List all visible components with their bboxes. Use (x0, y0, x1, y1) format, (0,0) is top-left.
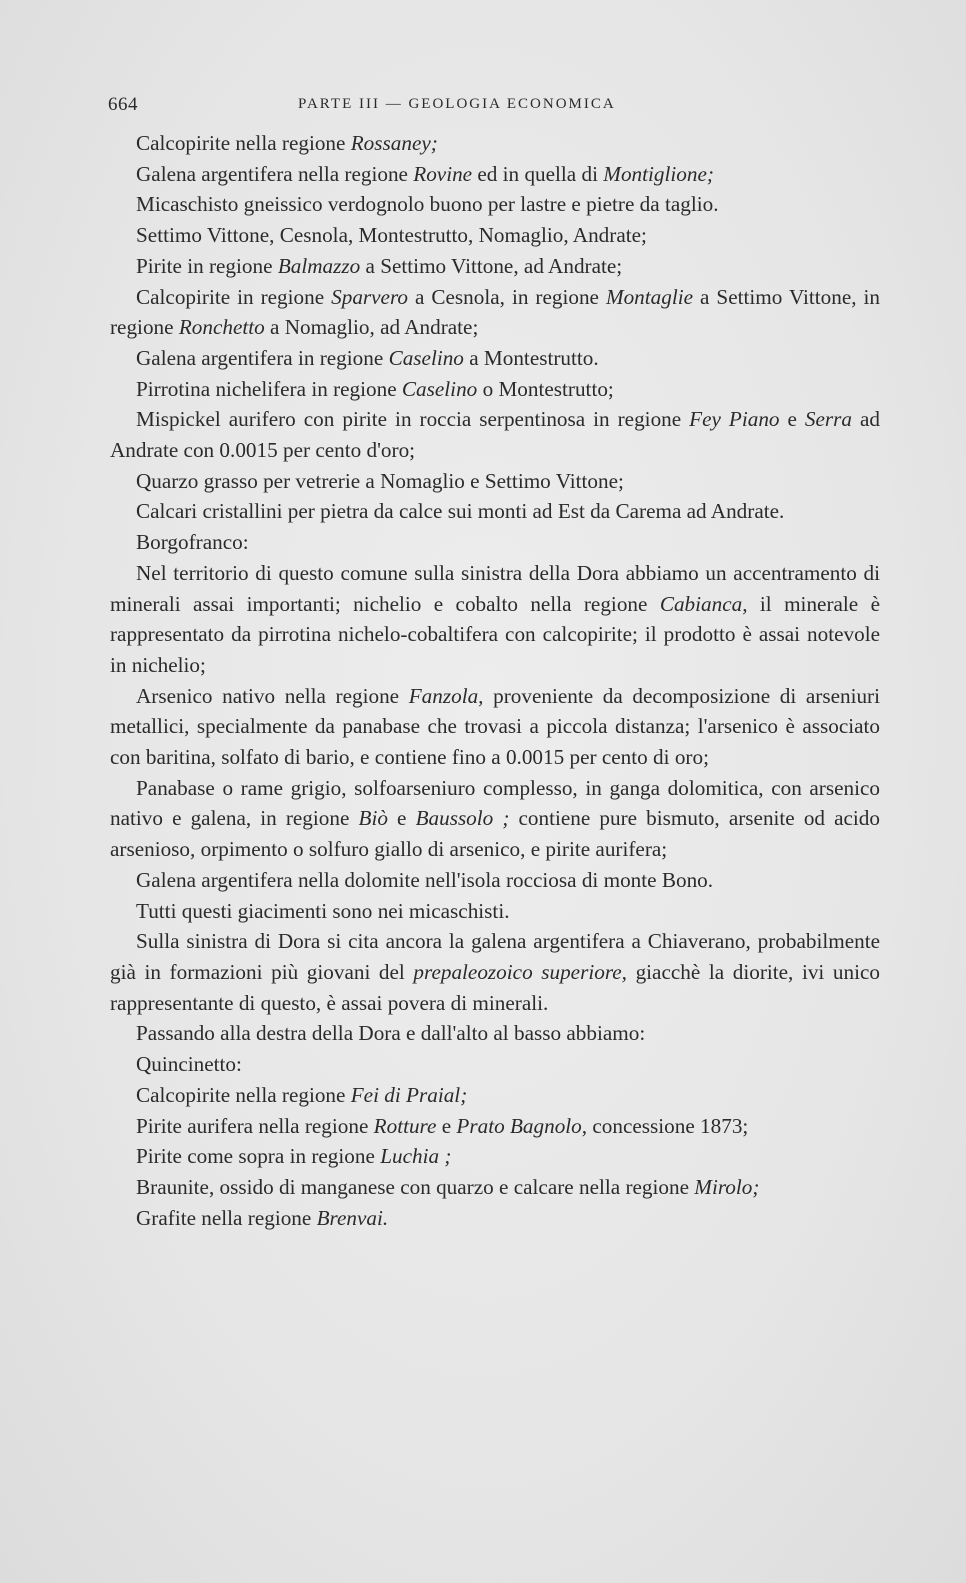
paragraph: Quincinetto: (136, 1052, 242, 1077)
paragraph: Pirite aurifera nella regione Rotture e Prato Bagnolo, concessione 1873; (136, 1113, 749, 1138)
paragraph: Calcopirite nella regione Rossaney; (136, 131, 438, 155)
body-text (110, 128, 880, 1233)
paragraph: Galena argentifera in regione Caselino a Montestrutto. (136, 345, 599, 370)
paragraph: Micaschisto gneissico verdognolo buono per lastre e pietre da taglio. (136, 192, 719, 217)
paragraph: Panabase o rame grigio, solfoarseniuro complesso, in ganga dolomitica, con arsenico nativo e galena, in regione Biò e Baussolo ; contiene pure bismuto, arsenite od acido arsenioso, orpimento o solfuro giallo di arsenico, e pirite aurifera; (110, 775, 880, 862)
paragraph: Arsenico nativo nella regione Fanzola, proveniente da decomposizione di arseniuri metallici, specialmente da panabase che trovasi a piccola distanza; l'arsenico è associato con baritina, solfato di bario, e contiene fino a 0.0015 per cento di oro; (110, 683, 880, 770)
paragraph: Galena argentifera nella regione Rovine ed in quella di Montiglione; (136, 161, 714, 186)
paragraph: Grafite nella regione Brenvai. (136, 1205, 389, 1230)
paragraph: Braunite, ossido di manganese con quarzo e calcare nella regione Mirolo; (136, 1174, 760, 1199)
paragraph: Calcari cristallini per pietra da calce sui monti ad Est da Carema ad Andrate. (136, 499, 785, 524)
paragraph: Mispickel aurifero con pirite in roccia serpentinosa in regione Fey Piano e Serra ad Andrate con 0.0015 per cento d'oro; (110, 407, 880, 463)
paragraph: Galena argentifera nella dolomite nell'isola rocciosa di monte Bono. (136, 867, 714, 892)
paragraph: Tutti questi giacimenti sono nei micaschisti. (136, 898, 510, 923)
paragraph: Sulla sinistra di Dora si cita ancora la galena argentifera a Chiaverano, probabilmente già in formazioni più giovani del prepaleozoico superiore, giacchè la diorite, ivi unico rappresentante di questo, è assai povera di minerali. (110, 929, 880, 1015)
running-header (108, 94, 884, 116)
paragraph: Borgofranco: (136, 530, 249, 555)
paragraph: Nel territorio di questo comune sulla sinistra della Dora abbiamo un accentramento di minerali assai importanti; nichelio e cobalto nella regione Cabianca, il minerale è rappresentato da pirrotina nichelo-cobaltifera con calcopirite; il prodotto è assai notevole in nichelio; (110, 560, 880, 677)
running-title: PARTE III — GEOLOGIA ECONOMICA (298, 96, 616, 112)
paragraph: Calcopirite nella regione Fei di Praial; (136, 1082, 468, 1107)
paragraph: Passando alla destra della Dora e dall'alto al basso abbiamo: (136, 1021, 646, 1046)
paragraph: Pirrotina nichelifera in regione Caselino o Montestrutto; (136, 376, 614, 401)
paragraph: Pirite come sopra in regione Luchia ; (136, 1144, 452, 1169)
page-number: 664 (108, 94, 138, 115)
paragraph: Pirite in regione Balmazzo a Settimo Vittone, ad Andrate; (136, 253, 623, 278)
paragraph: Quarzo grasso per vetrerie a Nomaglio e Settimo Vittone; (136, 468, 624, 493)
paragraph: Settimo Vittone, Cesnola, Montestrutto, Nomaglio, Andrate; (136, 223, 647, 248)
paragraph: Calcopirite in regione Sparvero a Cesnola, in regione Montaglie a Settimo Vittone, in regione Ronchetto a Nomaglio, ad Andrate; (110, 284, 880, 340)
